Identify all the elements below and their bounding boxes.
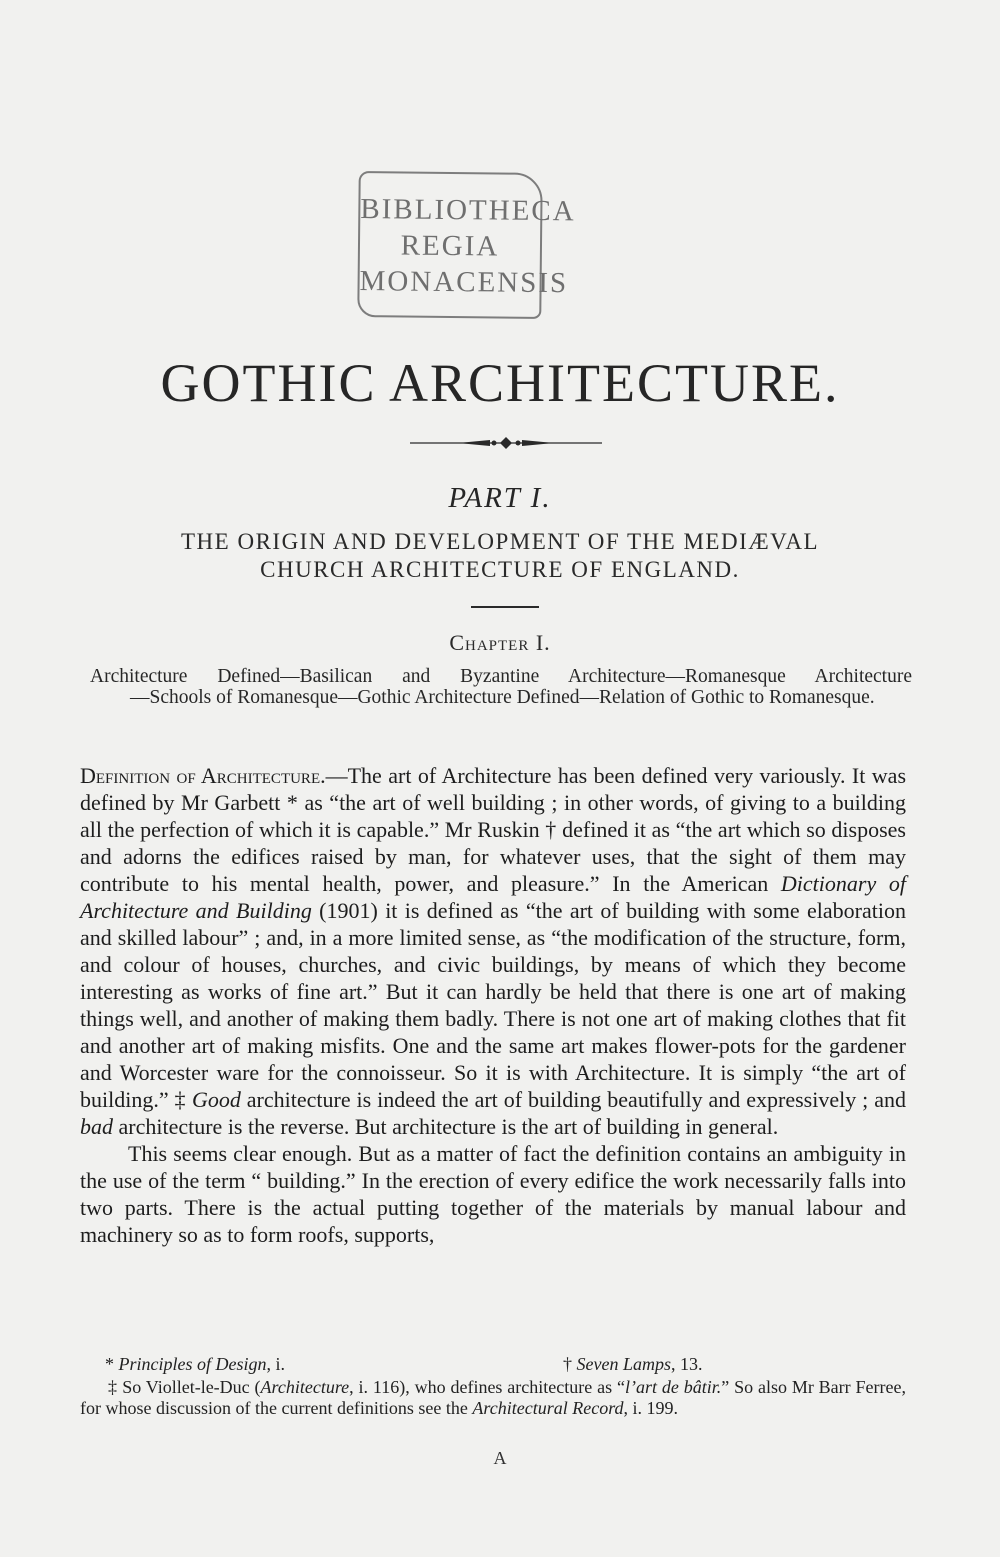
part-title-line-1: THE ORIGIN AND DEVELOPMENT OF THE MEDIÆVAL xyxy=(181,529,819,554)
body-text xyxy=(80,762,906,1248)
chapter-heading: Chapter I. xyxy=(449,630,551,655)
footnotes xyxy=(80,1354,906,1419)
fn3-text-e: ” So also Mr Barr Ferree, for whose discussion of the current definitions see the xyxy=(80,1377,906,1418)
chapter-summary xyxy=(90,666,912,708)
footnote-2-ref: , 13. xyxy=(670,1354,703,1374)
p1-italic-dictionary: Dictionary of Architecture and Building xyxy=(80,871,906,923)
footnote-3 xyxy=(80,1377,906,1419)
fn3-text-g: , i. 199. xyxy=(623,1398,679,1418)
summary-line-1: Architecture Defined—Basilican and Byzantine Architecture—Romanesque Architecture xyxy=(90,666,912,687)
part-label: PART I. xyxy=(448,482,552,514)
ornament-divider-icon xyxy=(410,432,602,454)
footnote-2-mark: † xyxy=(563,1354,577,1374)
paragraph-2: This seems clear enough. But as a matter of fact the definition contains an ambiguity in the use of the term “ building.” In the erection of every edifice the work necessarily falls into two parts. There is the actual putting together of the materials by manual labour and machinery so as to form roofs, supports, xyxy=(80,1141,906,1247)
p1-italic-bad: bad xyxy=(80,1114,113,1139)
part-title-line-2: CHURCH ARCHITECTURE OF ENGLAND. xyxy=(260,557,740,582)
paragraph-1 xyxy=(80,762,906,1140)
part-title xyxy=(100,528,900,584)
footnote-1-ref: , i. xyxy=(266,1354,285,1374)
footnote-2 xyxy=(563,1354,702,1375)
library-stamp xyxy=(357,171,576,319)
p1-text-g: architecture is the reverse. But architecture is the art of building in general. xyxy=(113,1114,779,1139)
footnote-2-title: Seven Lamps xyxy=(576,1354,671,1374)
fn3-text-c: , i. 116), who defines architecture as “ xyxy=(349,1377,625,1397)
footnote-1 xyxy=(105,1354,285,1375)
signature-mark: A xyxy=(493,1448,507,1468)
paragraph-lead: Definition of Architecture. xyxy=(80,763,326,788)
p1-text-e: architecture is indeed the art of building beautifully and expressively ; and xyxy=(240,1087,906,1112)
p1-italic-good: Good xyxy=(191,1087,241,1112)
footnote-1-mark: * xyxy=(105,1354,119,1374)
stamp-line-2: REGIA xyxy=(400,229,500,263)
stamp-line-3: MONACENSIS xyxy=(359,265,569,300)
book-title: GOTHIC ARCHITECTURE. xyxy=(160,353,840,413)
footnote-row xyxy=(80,1354,906,1377)
p1-text-a: —The art of Architecture has been defined very variously. It was defined by Mr Garbett * as “the art of well building ; in other words, of giving to a building all the perfection of which it is capable.” Mr Ruskin † defined it as “the art which so disposes and adorns the edifices raised by man, for whatever uses, that the sight of them may contribute to his mental health, power, and pleasure.” In the American xyxy=(80,763,907,896)
fn3-text-a: ‡ So Viollet-le-Duc ( xyxy=(108,1377,261,1397)
footnote-1-title: Principles of Design xyxy=(118,1354,267,1374)
stamp-line-1: BIBLIOTHECA xyxy=(360,193,576,228)
section-rule xyxy=(471,606,539,608)
summary-line-2: —Schools of Romanesque—Gothic Architecture Defined—Relation of Gothic to Romanesque. xyxy=(130,687,875,708)
fn3-italic-architecture: Architecture xyxy=(260,1377,350,1397)
fn3-italic-lart: l’art de bâtir. xyxy=(624,1377,722,1397)
p1-text-c: (1901) it is defined as “the art of building with some elaboration and skilled labour” ; and, in a more limited sense, as “the modification of the structure, form, and colour of houses, churches, and civic buildings, by means of which they become interesting as works of fine art.” But it can hardly be held that there is one art of making things well, and another of making them badly. There is not one art of making clothes that fit and another art of making misfits. One and the same art makes flower-pots for the gardener and Worcester ware for the connoisseur. So it is with Architecture. It is simply “the art of building.” ‡ xyxy=(80,898,906,1112)
fn3-italic-record: Architectural Record xyxy=(472,1398,624,1418)
